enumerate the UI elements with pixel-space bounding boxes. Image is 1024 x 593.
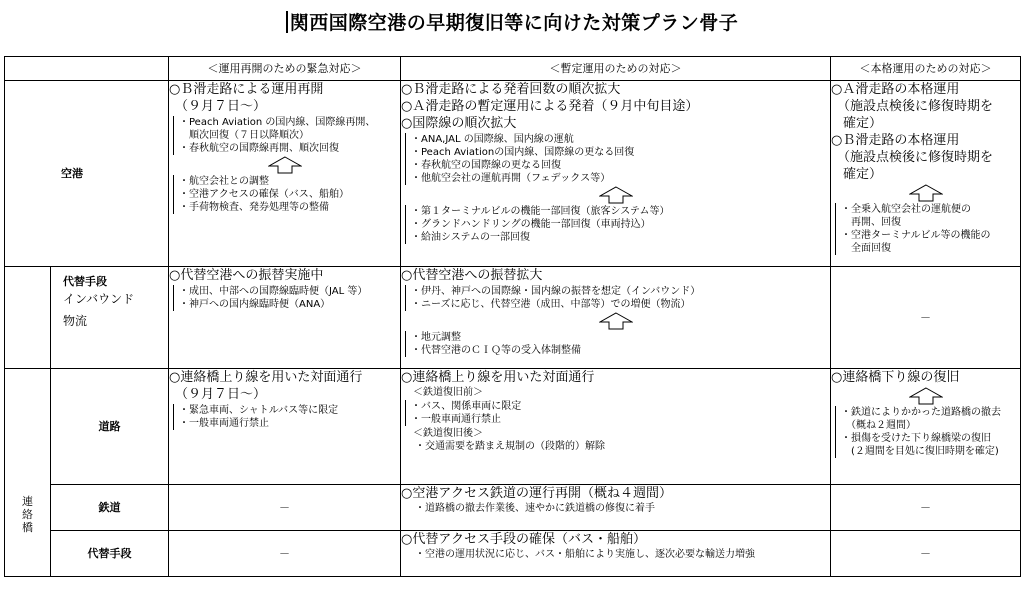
page-title: 関西国際空港の早期復旧等に向けた対策プラン骨子: [0, 8, 1024, 35]
list-item: ・空港の運用状況に応じ、バス・船舶により実施し、逐次必要な輸送力増強: [415, 549, 755, 560]
up-arrow-icon: [599, 186, 633, 204]
road-interim-after: ＜鉄道復旧後＞: [413, 428, 483, 439]
header-blank: [5, 57, 169, 81]
airport-full-head1c: 確定）: [843, 116, 883, 131]
alt-interim-cell: [401, 267, 831, 369]
airport-interim-head1: ○Ｂ滑走路による発着回数の順次拡大: [401, 82, 621, 97]
list-item: 再開、回復: [841, 217, 901, 228]
side-char: 連: [22, 495, 33, 508]
alt-sub2: 物流: [63, 314, 88, 328]
list-item: ・バス、関係車両に限定: [411, 401, 522, 412]
list-item: ・空港ターミナルビル等の機能の: [841, 230, 991, 241]
list-item: ・Peach Aviation の国内線、国際線再開、: [179, 117, 376, 128]
airport-emergency-date: （９月７日～）: [175, 99, 267, 114]
list-item: ・ANA,JAL の国際線、国内線の運航: [411, 134, 574, 145]
airport-interim-items: [405, 133, 830, 185]
airport-emergency-items: [173, 116, 400, 155]
list-item: ・一般車両通行禁止: [411, 414, 501, 425]
alt2-interim-head: ○代替アクセス手段の確保（バス・船舶）: [401, 532, 646, 547]
alt-label: 代替手段: [63, 275, 107, 288]
list-item: （概ね２週間）: [841, 420, 916, 431]
rail-label-cell: [51, 485, 169, 531]
airport-emergency-head: ○Ｂ滑走路による運用再開: [169, 82, 324, 97]
alt2-full-dash: －: [831, 531, 1021, 577]
list-item: ・手荷物検査、発券処理等の整備: [179, 202, 329, 213]
alt2-emergency-dash: －: [169, 531, 401, 577]
alt2-label: 代替手段: [87, 547, 132, 560]
header-full: ＜本格運用のための対応＞: [831, 57, 1021, 81]
airport-label: 空港: [61, 167, 83, 180]
title-bar-mark: [286, 11, 288, 33]
airport-full-head1b: （施設点検後に修復時期を: [837, 99, 994, 114]
road-full-head: ○連絡橋下り線の復旧: [831, 370, 960, 385]
alt-side-blank: [5, 267, 51, 369]
rail-interim-cell: [401, 485, 831, 531]
road-emergency-items: [173, 404, 400, 430]
list-item: ・第１ターミナルビルの機能一部回復（旅客システム等）: [411, 206, 670, 217]
alt-label-cell: [51, 267, 169, 369]
list-item: ・全乗入航空会社の運航便の: [841, 204, 971, 215]
header-row: [5, 57, 1021, 81]
list-item: ・春秋航空の国際線再開、順次回復: [179, 143, 339, 154]
list-item: 全面回復: [841, 243, 891, 254]
airport-row: [5, 81, 1021, 267]
list-item: 順次回復（７日以降順次）: [179, 130, 309, 141]
list-item: ・他航空会社の運航再開（フェデックス等）: [411, 173, 611, 184]
airport-interim-cell: [401, 81, 831, 267]
airport-full-head2b: （施設点検後に修復時期を: [837, 150, 994, 165]
list-item: ・Peach Aviationの国内線、国際線の更なる回復: [411, 147, 635, 158]
list-item: ・航空会社との調整: [179, 176, 269, 187]
list-item: ・一般車両通行禁止: [179, 418, 269, 429]
alt-emergency-cell: [169, 267, 401, 369]
road-label: 道路: [98, 420, 121, 433]
list-item: ・空港アクセスの確保（バス、船舶）: [179, 189, 349, 200]
list-item: ・損傷を受けた下り線橋梁の復旧: [841, 433, 991, 444]
side-char: 絡: [22, 508, 33, 521]
airport-full-notes: [835, 203, 1020, 255]
alt-interim-notes: [405, 331, 830, 357]
airport-emergency-cell: [169, 81, 401, 267]
alt-row: [5, 267, 1021, 369]
road-emergency-date: （９月７日～）: [175, 387, 267, 402]
up-arrow-icon: [909, 184, 943, 202]
road-interim-cell: [401, 369, 831, 485]
list-item: ・代替空港のＣＩＱ等の受入体制整備: [411, 345, 581, 356]
list-item: ・緊急車両、シャトルバス等に限定: [179, 405, 339, 416]
rail-full-dash: －: [831, 485, 1021, 531]
alt-interim-head: ○代替空港への振替拡大: [401, 268, 543, 283]
airport-full-head2: ○Ｂ滑走路の本格運用: [831, 133, 960, 148]
list-item: ・道路橋の撤去作業後、速やかに鉄道橋の修復に着手: [415, 503, 655, 514]
list-item: ・給油システムの一部回復: [411, 232, 530, 243]
list-item: ・春秋航空の国際線の更なる回復: [411, 160, 561, 171]
header-interim: ＜暫定運用のための対応＞: [401, 57, 831, 81]
list-item: ・鉄道によりかかった道路橋の撤去: [841, 407, 1001, 418]
road-full-cell: [831, 369, 1021, 485]
road-label-cell: [51, 369, 169, 485]
airport-full-head2c: 確定）: [843, 167, 883, 182]
list-item: ・地元調整: [411, 332, 461, 343]
plan-table: [4, 56, 1021, 577]
bridge-side-cell: [5, 369, 51, 577]
alt-full-dash: －: [831, 267, 1021, 369]
alt2-row: [5, 531, 1021, 577]
list-item: ・ニーズに応じ、代替空港（成田、中部等）での増便（物流）: [411, 299, 691, 310]
list-item: ・伊丹、神戸への国際線・国内線の振替を想定（インバウンド）: [411, 286, 701, 297]
alt2-label-cell: [51, 531, 169, 577]
side-char: 橋: [22, 521, 33, 534]
alt-interim-items: [405, 285, 830, 311]
road-interim-before-items: [405, 400, 830, 426]
airport-full-head1: ○Ａ滑走路の本格運用: [831, 82, 960, 97]
rail-row: [5, 485, 1021, 531]
airport-label-cell: [5, 81, 169, 267]
list-item: (２週間を目処に復旧時期を確定): [841, 446, 999, 457]
alt2-interim-cell: [401, 531, 831, 577]
header-emergency: ＜運用再開のための緊急対応＞: [169, 57, 401, 81]
rail-emergency-dash: －: [169, 485, 401, 531]
road-emergency-head: ○連絡橋上り線を用いた対面通行: [169, 370, 363, 385]
up-arrow-icon: [268, 156, 302, 174]
airport-full-cell: [831, 81, 1021, 267]
road-interim-head: ○連絡橋上り線を用いた対面通行: [401, 370, 595, 385]
list-item: ・成田、中部への国際線臨時便（JAL 等）: [179, 286, 368, 297]
rail-label: 鉄道: [98, 501, 121, 514]
road-row: [5, 369, 1021, 485]
list-item: ・交通需要を踏まえ規制の（段階的）解除: [415, 441, 605, 452]
road-emergency-cell: [169, 369, 401, 485]
list-item: ・神戸への国内線臨時便（ANA）: [179, 299, 331, 310]
airport-interim-head2: ○Ａ滑走路の暫定運用による発着（９月中旬目途）: [401, 99, 699, 114]
rail-interim-head: ○空港アクセス鉄道の運行再開（概ね４週間）: [401, 486, 672, 501]
alt-sub1: インバウンド: [63, 292, 135, 306]
up-arrow-icon: [599, 312, 633, 330]
up-arrow-icon: [909, 387, 943, 405]
airport-emergency-notes: [173, 175, 400, 214]
airport-interim-head3: ○国際線の順次拡大: [401, 116, 517, 131]
list-item: ・グランドハンドリングの機能一部回復（車両持込）: [411, 219, 651, 230]
alt-emergency-items: [173, 285, 400, 311]
road-full-notes: [835, 406, 1020, 458]
alt-emergency-head: ○代替空港への振替実施中: [169, 268, 324, 283]
road-interim-before: ＜鉄道復旧前＞: [413, 387, 483, 398]
airport-interim-notes: [405, 205, 830, 244]
